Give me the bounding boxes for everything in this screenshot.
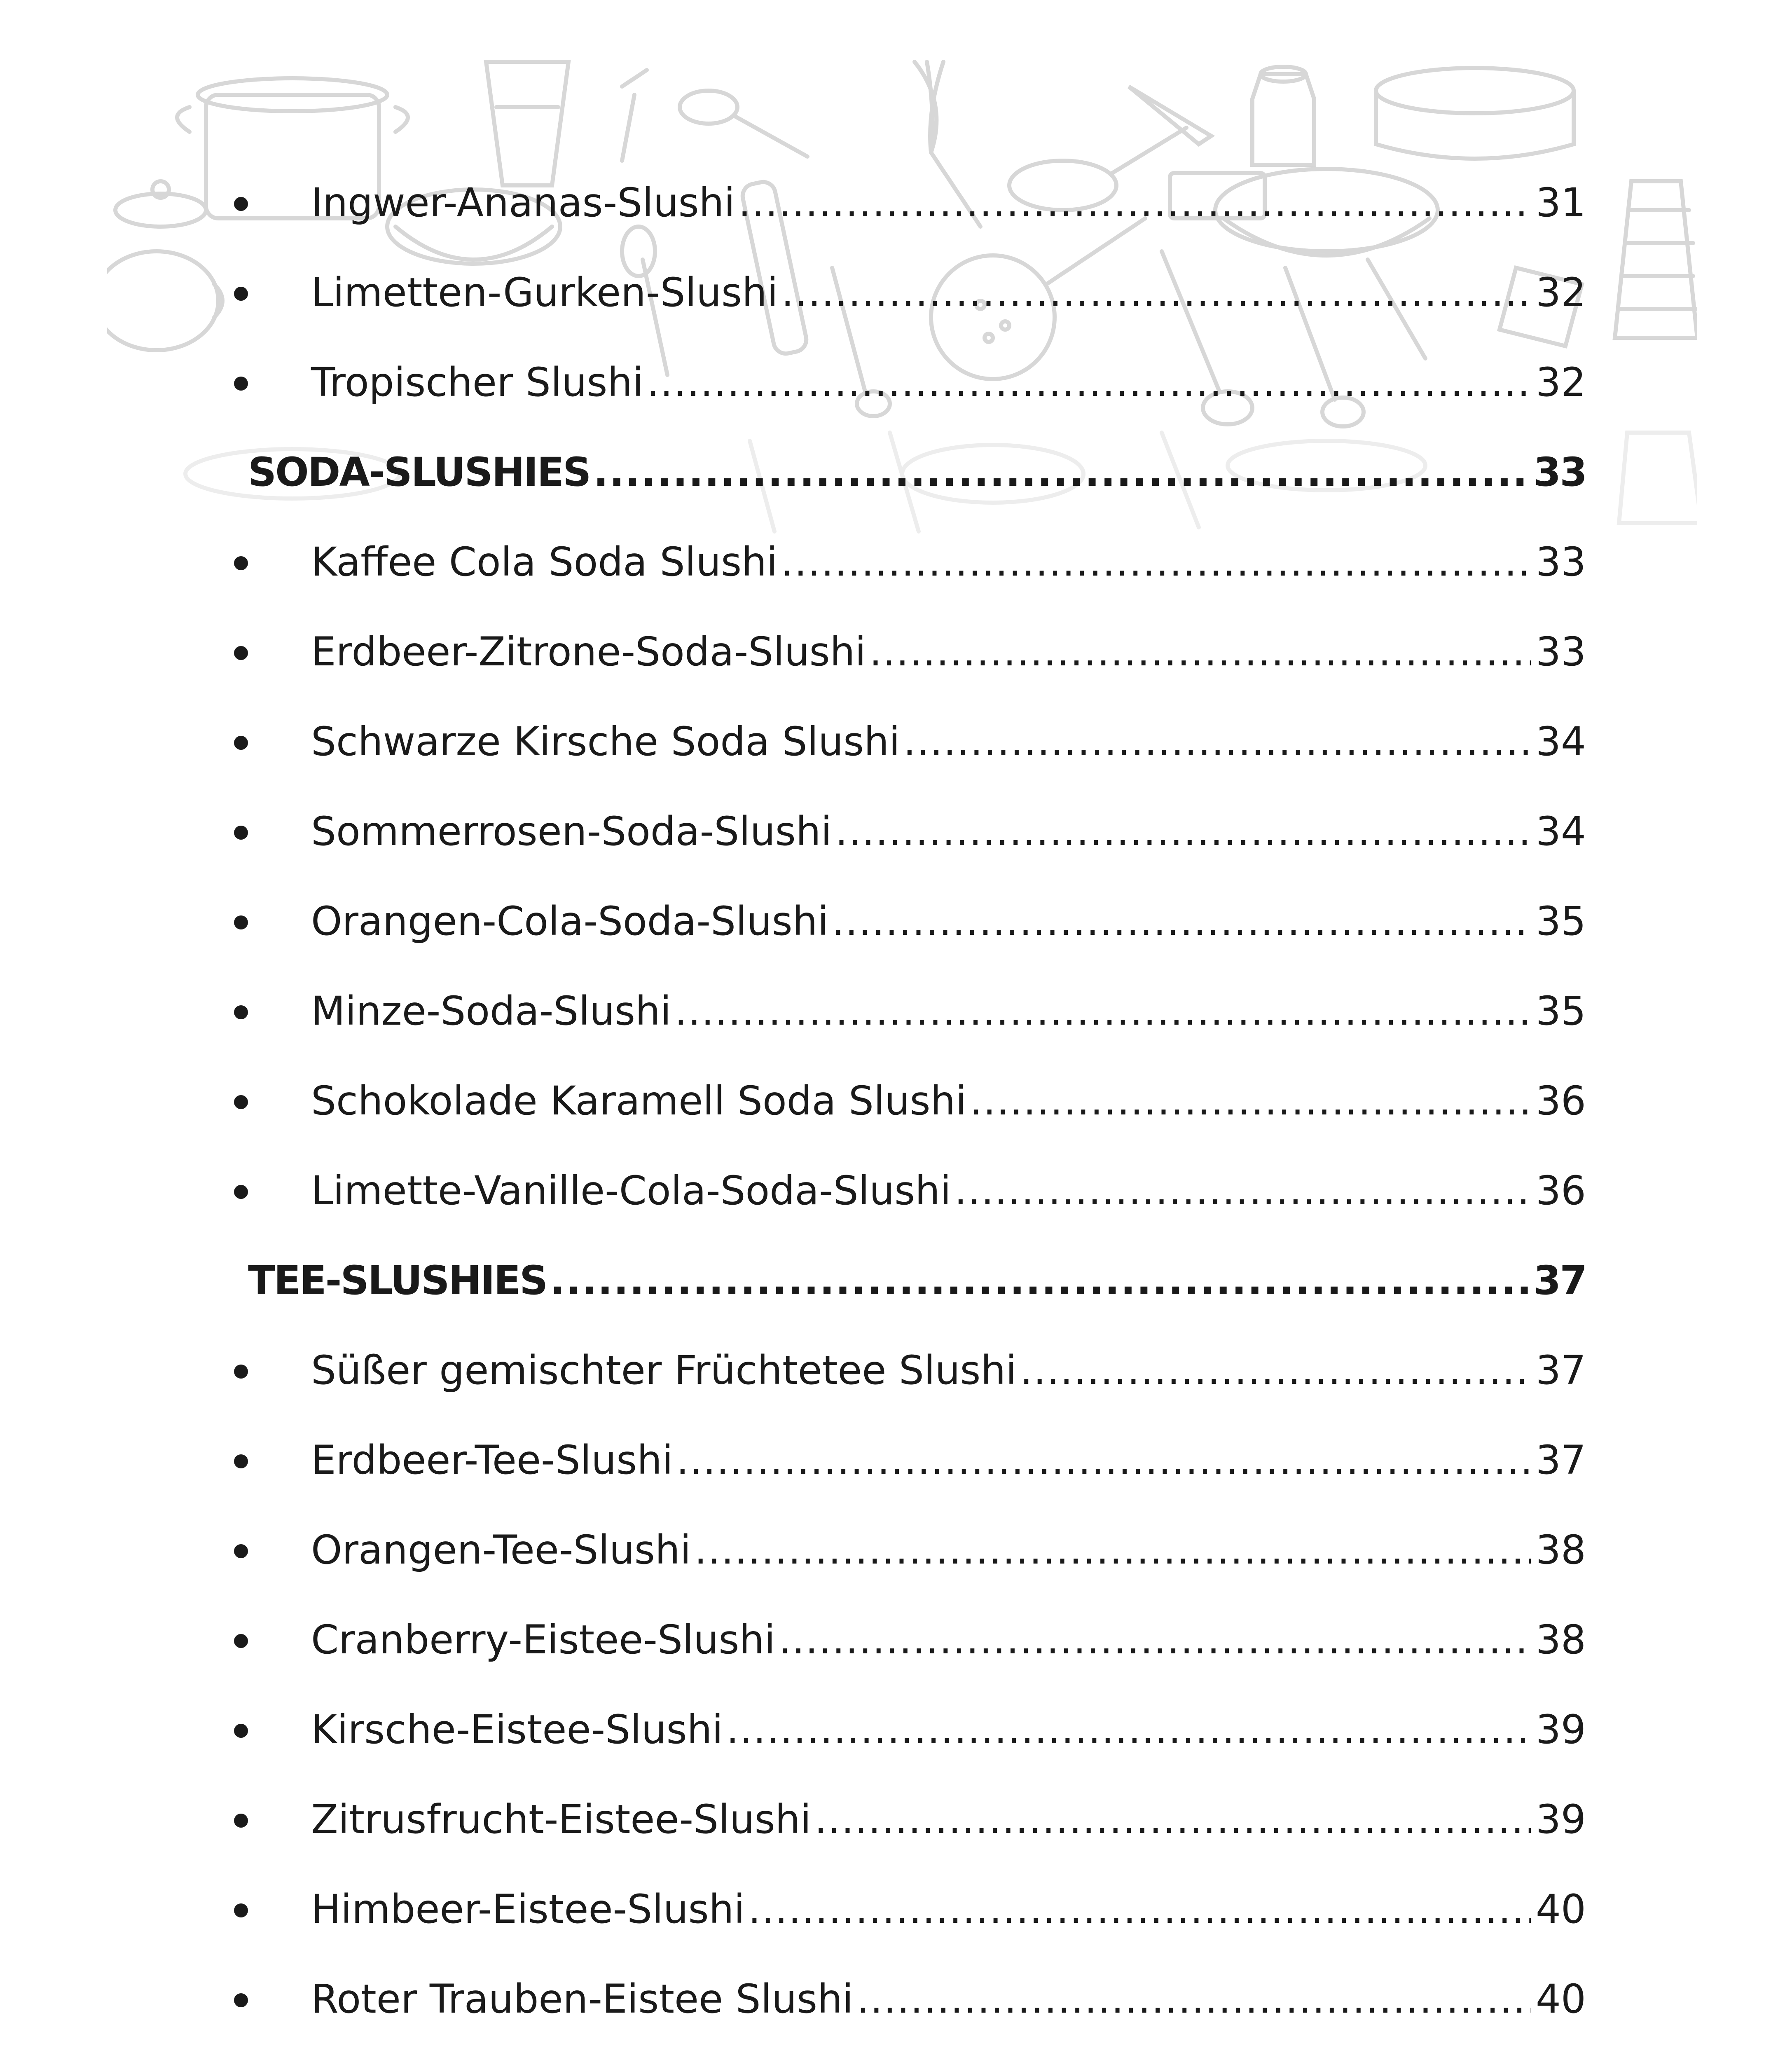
bullet-icon: [234, 197, 248, 211]
jug-icon: [1252, 67, 1314, 165]
bullet-icon: [234, 1903, 248, 1917]
toc-page-number: 33: [1533, 449, 1586, 495]
bullet-icon: [234, 556, 248, 570]
toc-page-number: 37: [1535, 1437, 1586, 1483]
toc-entry[interactable]: [239, 178, 1586, 227]
toc-entry-label: Ingwer-Ananas-Slushi: [311, 180, 735, 226]
toc-page-number: 33: [1535, 629, 1586, 675]
bullet-icon: [234, 1005, 248, 1019]
leader-dots: [779, 1615, 1531, 1664]
toc-entry-label: Minze-Soda-Slushi: [311, 988, 671, 1034]
bullet-icon: [234, 1634, 248, 1648]
toc-page-number: 34: [1535, 808, 1586, 854]
toc-page-number: 37: [1535, 1347, 1586, 1393]
bullet-icon: [234, 1814, 248, 1828]
toc-section-label: TEE-SLUSHIES: [248, 1257, 547, 1304]
toc-section-label: SODA-SLUSHIES: [248, 449, 590, 495]
toc-entry-label: Cranberry-Eistee-Slushi: [311, 1617, 775, 1663]
bullet-icon: [234, 915, 248, 929]
toc-page-number: 35: [1535, 898, 1586, 944]
toc-entry[interactable]: [239, 1346, 1586, 1395]
toc-page-number: 35: [1535, 988, 1586, 1034]
leader-dots: [857, 1974, 1531, 2024]
leader-dots: [781, 268, 1530, 317]
leader-dots: [593, 447, 1528, 497]
toc-entry-label: Limetten-Gurken-Slushi: [311, 269, 778, 316]
toc-entry-label: Himbeer-Eistee-Slushi: [311, 1886, 745, 1932]
bullet-icon: [234, 1544, 248, 1558]
toc-section-heading[interactable]: [248, 1256, 1586, 1305]
toc-entry-label: Erdbeer-Tee-Slushi: [311, 1437, 673, 1483]
leader-dots: [869, 627, 1531, 677]
leader-dots: [970, 1076, 1531, 1126]
toc-entry[interactable]: [239, 1525, 1586, 1575]
bullet-icon: [234, 736, 248, 750]
toc-entry[interactable]: [239, 1795, 1586, 1844]
bullet-icon: [234, 1365, 248, 1379]
toc-entry[interactable]: [239, 268, 1586, 317]
toc-entry[interactable]: [239, 1884, 1586, 1934]
toc-entry[interactable]: [239, 1705, 1586, 1754]
toc-entry-label: Schwarze Kirsche Soda Slushi: [311, 719, 900, 765]
leader-dots: [694, 1525, 1530, 1575]
leader-dots: [738, 178, 1531, 227]
toc-entry-label: Schokolade Karamell Soda Slushi: [311, 1078, 966, 1124]
leader-dots: [832, 897, 1531, 946]
leader-dots: [748, 1884, 1531, 1934]
toc-entry[interactable]: [239, 1435, 1586, 1485]
toc-page-number: 40: [1535, 1886, 1586, 1932]
leader-dots: [676, 1435, 1531, 1485]
bullet-icon: [234, 377, 248, 391]
toc-entry[interactable]: [239, 717, 1586, 766]
bullet-icon: [234, 826, 248, 840]
toc-section-heading[interactable]: [248, 447, 1586, 497]
toc-entry-label: Kaffee Cola Soda Slushi: [311, 539, 778, 585]
grater-icon: [1615, 181, 1697, 338]
toc-page-number: 38: [1535, 1527, 1586, 1573]
toc-entry-label: Erdbeer-Zitrone-Soda-Slushi: [311, 629, 866, 675]
toc-entry[interactable]: [239, 986, 1586, 1036]
toc-entry[interactable]: [239, 358, 1586, 407]
spoon-icon: [622, 70, 807, 161]
leader-dots: [903, 717, 1531, 766]
bullet-icon: [234, 1724, 248, 1738]
toc-entry-label: Orangen-Cola-Soda-Slushi: [311, 898, 829, 944]
toc-entry[interactable]: [239, 897, 1586, 946]
bullet-icon: [234, 1185, 248, 1199]
leader-dots: [726, 1705, 1531, 1754]
toc-page-number: 36: [1535, 1078, 1586, 1124]
bullet-icon: [234, 1095, 248, 1109]
toc-page-number: 38: [1535, 1617, 1586, 1663]
toc-entry-label: Kirsche-Eistee-Slushi: [311, 1707, 723, 1753]
lid-icon: [115, 181, 206, 227]
toc-page-number: 34: [1535, 719, 1586, 765]
toc-entry-label: Limette-Vanille-Cola-Soda-Slushi: [311, 1168, 951, 1214]
toc-page-number: 39: [1535, 1707, 1586, 1753]
leader-dots: [835, 807, 1531, 856]
toc-page-number: 32: [1535, 359, 1586, 405]
leader-dots: [675, 986, 1531, 1036]
leader-dots: [781, 537, 1531, 587]
toc-entry-label: Sommerrosen-Soda-Slushi: [311, 808, 832, 854]
toc-page-number: 36: [1535, 1168, 1586, 1214]
toc-entry[interactable]: [239, 537, 1586, 587]
leader-dots: [1020, 1346, 1531, 1395]
leader-dots: [954, 1166, 1531, 1215]
toc-entry[interactable]: [239, 1974, 1586, 2024]
toc-entry-label: Süßer gemischter Früchtetee Slushi: [311, 1347, 1017, 1393]
toc-page-number: 40: [1535, 1976, 1586, 2022]
toc-page-number: 37: [1533, 1257, 1586, 1304]
toc-entry-label: Roter Trauben-Eistee Slushi: [311, 1976, 854, 2022]
toc-entry[interactable]: [239, 807, 1586, 856]
toc-page-number: 32: [1535, 269, 1586, 316]
bullet-icon: [234, 1993, 248, 2007]
toc-entry[interactable]: [239, 1615, 1586, 1664]
leader-dots: [814, 1795, 1531, 1844]
saucepan-icon: [107, 251, 222, 350]
toc-page-number: 31: [1535, 180, 1586, 226]
bullet-icon: [234, 1454, 248, 1468]
cake-tin-icon: [1376, 68, 1574, 159]
toc-entry-label: Orangen-Tee-Slushi: [311, 1527, 691, 1573]
leader-dots: [647, 358, 1531, 407]
bullet-icon: [234, 646, 248, 660]
leader-dots: [550, 1256, 1528, 1305]
toc-entry[interactable]: [239, 1076, 1586, 1126]
bullet-icon: [234, 287, 248, 301]
glass-icon: [486, 62, 568, 185]
toc-entry-label: Zitrusfrucht-Eistee-Slushi: [311, 1796, 812, 1842]
toc-entry-label: Tropischer Slushi: [311, 359, 643, 405]
toc-entry[interactable]: [239, 627, 1586, 677]
toc-page-number: 33: [1535, 539, 1586, 585]
toc-page-number: 39: [1535, 1796, 1586, 1842]
toc-entry[interactable]: [239, 1166, 1586, 1215]
